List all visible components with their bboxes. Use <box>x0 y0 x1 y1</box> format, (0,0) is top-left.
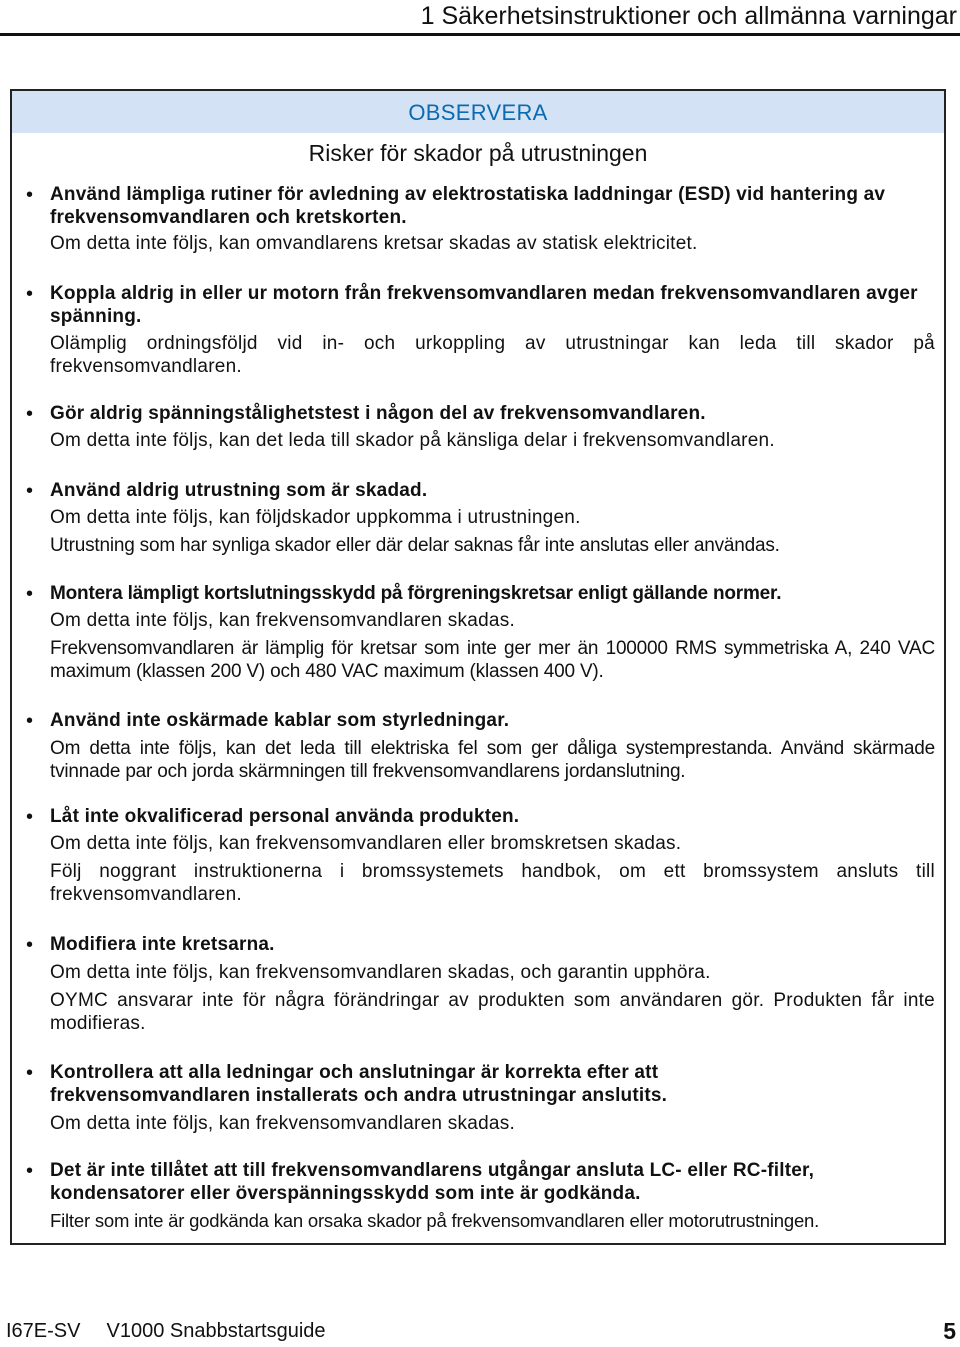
notice-item-modify-circuits <box>12 933 944 1035</box>
item-text: OYMC ansvarar inte för några förändringar av produkten som användaren gör. Produkten får inte modifieras. <box>50 990 935 1034</box>
item-heading: Låt inte okvalificerad personal använda produkten. <box>50 806 520 827</box>
item-text: Om detta inte följs, kan frekvensomvandlaren skadas. <box>50 610 516 631</box>
item-heading: Koppla aldrig in eller ur motorn från frekvensomvandlaren medan frekvensomvandlaren avger spänning. <box>50 283 918 327</box>
bullet-icon: • <box>26 1062 34 1084</box>
item-heading: Det är inte tillåtet att till frekvensomvandlarens utgångar ansluta LC- eller RC-filter, kondensatorer eller överspänningsskydd som inte är godkända. <box>50 1160 815 1204</box>
notice-item-voltage-test <box>12 402 944 452</box>
item-text: Frekvensomvandlaren är lämplig för kretsar som inte ger mer än 100000 RMS symmetriska A, 240 VAC maximum (klassen 200 V) och 480 VAC maximum (klassen 400 V). <box>50 638 935 682</box>
item-heading: Kontrollera att alla ledningar och anslutningar är korrekta efter att frekvensomvandlaren installerats och andra utrustningar anslutits. <box>50 1062 668 1106</box>
item-text: Om detta inte följs, kan frekvensomvandlaren skadas. <box>50 1113 516 1134</box>
item-heading: Montera lämpligt kortslutningsskydd på förgreningskretsar enligt gällande normer. <box>50 583 782 604</box>
item-text: Följ noggrant instruktionerna i bromssystemets handbok, om ett bromssystem ansluts till frekvensomvandlaren. <box>50 861 935 905</box>
item-heading: Modifiera inte kretsarna. <box>50 934 275 955</box>
bullet-icon: • <box>26 806 34 828</box>
footer-guide-title: V1000 Snabbstartsguide <box>106 1320 326 1342</box>
bullet-icon: • <box>26 283 34 305</box>
item-text: Om detta inte följs, kan det leda till skador på känsliga delar i frekvensomvandlaren. <box>50 430 775 451</box>
notice-item-motor <box>12 282 944 378</box>
header-divider <box>0 33 960 36</box>
item-text: Om detta inte följs, kan frekvensomvandlaren eller bromskretsen skadas. <box>50 833 682 854</box>
notice-box <box>10 89 946 1245</box>
bullet-icon: • <box>26 934 34 956</box>
notice-item-wiring-check <box>12 1061 944 1135</box>
item-heading: Använd lämpliga rutiner för avledning av elektrostatiska laddningar (ESD) vid hantering av frekvensomvandlaren och kretskorten. <box>50 184 886 228</box>
bullet-icon: • <box>26 710 34 732</box>
bullet-icon: • <box>26 480 34 502</box>
notice-item-short-circuit <box>12 582 944 683</box>
footer-document-info <box>6 1320 326 1343</box>
item-text: Olämplig ordningsföljd vid in- och urkoppling av utrustningar kan leda till skador på frekvensomvandlaren. <box>50 333 935 377</box>
bullet-icon: • <box>26 184 34 206</box>
notice-subtitle: Risker för skador på utrustningen <box>308 140 648 166</box>
item-text: Om detta inte följs, kan det leda till elektriska fel som ger dåliga systemprestanda. Använd skärmade tvinnade par och jorda skärmningen till frekvensomvandlarens jordanslutning. <box>50 738 935 782</box>
footer-doc-code: I67E-SV <box>6 1320 81 1342</box>
bullet-icon: • <box>26 403 34 425</box>
page-header-title: 1 Säkerhetsinstruktioner och allmänna varningar <box>420 2 957 30</box>
notice-item-output-filters <box>12 1159 944 1232</box>
bullet-icon: • <box>26 1160 34 1182</box>
item-text: Filter som inte är godkända kan orsaka skador på frekvensomvandlaren eller motorutrustningen. <box>50 1210 820 1231</box>
notice-item-shielded-cables <box>12 709 944 783</box>
item-heading: Använd aldrig utrustning som är skadad. <box>50 480 428 501</box>
notice-label: OBSERVERA <box>408 100 548 125</box>
bullet-icon: • <box>26 583 34 605</box>
item-heading: Använd inte oskärmade kablar som styrledningar. <box>50 710 510 731</box>
item-text: Om detta inte följs, kan omvandlarens kretsar skadas av statisk elektricitet. <box>50 233 698 254</box>
item-text: Utrustning som har synliga skador eller där delar saknas får inte anslutas eller användas. <box>50 535 780 556</box>
notice-item-esd <box>12 183 944 255</box>
notice-item-damaged-equipment <box>12 479 944 557</box>
notice-item-qualified-personnel <box>12 805 944 906</box>
item-text: Om detta inte följs, kan följdskador uppkomma i utrustningen. <box>50 507 581 528</box>
footer-page-number: 5 <box>943 1318 956 1344</box>
item-heading: Gör aldrig spänningstålighetstest i någon del av frekvensomvandlaren. <box>50 403 706 424</box>
item-text: Om detta inte följs, kan frekvensomvandlaren skadas, och garantin upphöra. <box>50 962 711 983</box>
